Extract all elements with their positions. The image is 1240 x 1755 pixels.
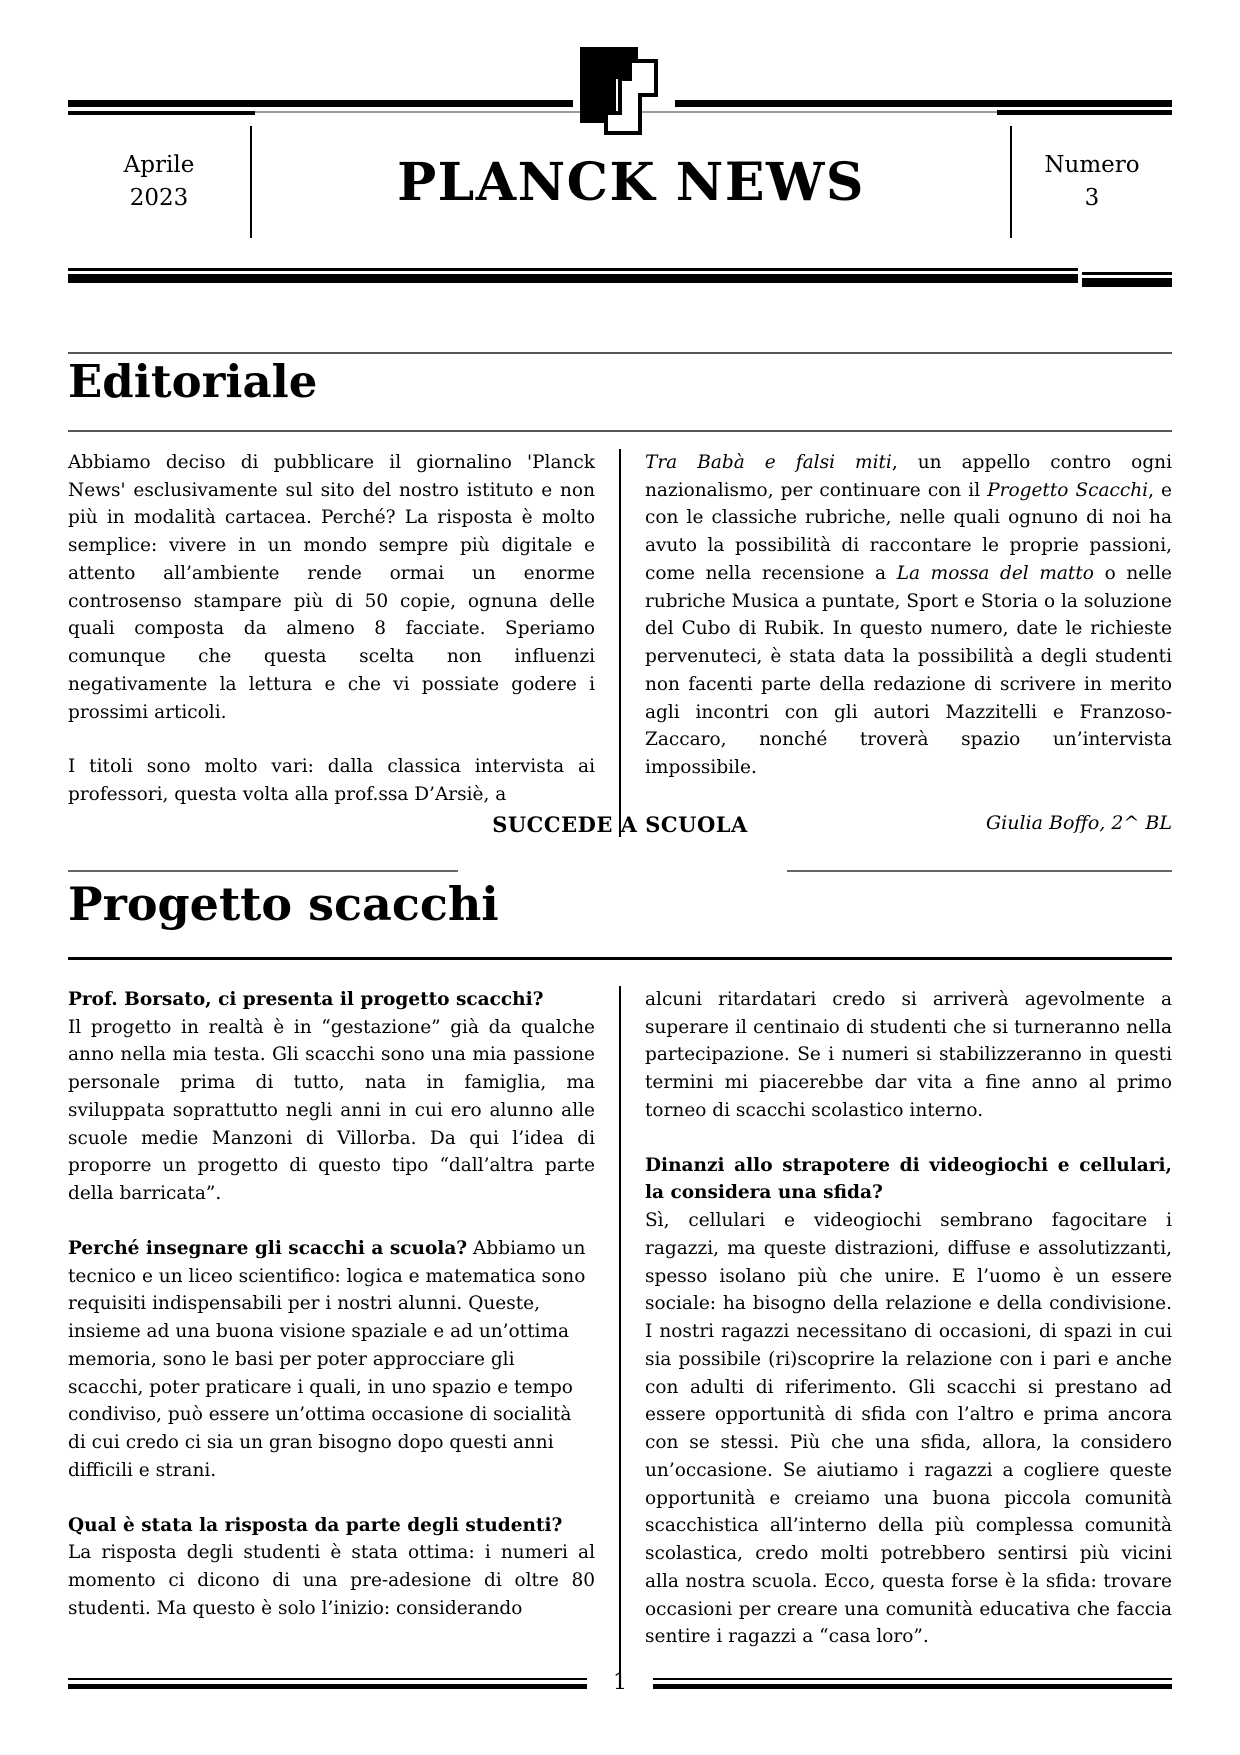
article-heading: Progetto scacchi (68, 877, 499, 931)
interview-qa-2 (68, 1235, 595, 1485)
interview-answer-2: Abbiamo un tecnico e un liceo scientifico: logica e matematica sono requisiti indispensabili per i nostri alunni. Queste, insieme ad una buona visione spaziale e ad un’ottima memoria, sono le basi per poter approcciare gli scacchi, poter praticare i quali, in uno spazio e tempo condiviso, può essere un’ottima occasione di socialità di cui credo ci sia un gran bisogno dopo questi anni difficili e strani. (68, 1237, 586, 1481)
article-column-left (68, 986, 595, 1678)
header-band-right-thin (1082, 272, 1172, 275)
issue-number-block (1010, 126, 1172, 238)
interview-answer-3: La risposta degli studenti è stata ottima: i numeri al momento ci dicono di una pre-adesione di oltre 80 studenti. Ma questo è solo l’inizio: considerando (68, 1542, 595, 1619)
editorial-paragraph-1: Abbiamo deciso di pubblicare il giornalino 'Planck News' esclusivamente sul sito del nostro istituto e non più in modalità cartacea. Perché? La risposta è molto semplice: vivere in un mondo sempre più digitale e attento all’ambiente rende ormai un enorme controsenso stampare più di 50 copie, ognuna delle quali composta da almeno 8 facciate. Speriamo comunque che questa scelta non influenzi negativamente la lettura e che vi possiate godere i prossimi articoli. (68, 451, 595, 723)
article-continuation-paragraph: alcuni ritardatari credo si arriverà agevolmente a superare il centinaio di studenti che si turneranno nella partecipazione. Se i numeri si stabilizzeranno in questi termini mi piacerebbe dar vita a fine anno al primo torneo di scacchi scolastico interno. (645, 988, 1172, 1121)
interview-qa-4 (645, 1152, 1172, 1652)
italic-title-1: Tra Babà e falsi miti (645, 451, 892, 473)
interview-question-1: Prof. Borsato, ci presenta il progetto scacchi? (68, 988, 544, 1010)
interview-qa-1 (68, 986, 595, 1208)
editorial-paragraph-2: I titoli sono molto vari: dalla classica intervista ai professori, questa volta alla prof.ssa D’Arsiè, a (68, 756, 595, 805)
issue-number-label: Numero (1044, 151, 1140, 178)
masthead (68, 126, 1172, 238)
italic-title-3: La mossa del matto (896, 562, 1094, 584)
rule-below-editorial-heading (68, 430, 1172, 432)
page-number: 1 (613, 1670, 627, 1695)
editorial-columns (68, 449, 1172, 838)
section-kicker: SUCCEDE A SCUOLA (492, 812, 748, 837)
interview-answer-4: Sì, cellulari e videogiochi sembrano fagocitare i ragazzi, ma queste distrazioni, diffuse e assolutizzanti, spesso isolano più che unire. E l’uomo è un essere sociale: ha bisogno della relazione e della condivisione. I nostri ragazzi necessitano di occasioni, di spazi in cui sia possibile (ri)scoprire la relazione con i pari e anche con adulti di riferimento. Gli scacchi si prestano ad essere opportunità di sfida con l’altro e prima ancora con se stessi. Più che una sfida, allora, la considero un’occasione. Se aiutiamo i ragazzi a cogliere queste opportunità e creiamo una buona piccola comunità scacchistica all’interno della più complessa comunità scolastica, credo molti potrebbero sentirsi più vicini alla nostra scuola. Ecco, questa forse è la sfida: trovare occasioni per creare una comunità educativa che faccia sentire i ragazzi a “casa loro”. (645, 1210, 1172, 1648)
issue-number: 3 (1084, 185, 1100, 211)
interview-answer-1: Il progetto in realtà è in “gestazione” già da qualche anno nella mia testa. Gli scacchi sono una mia passione personale prima di tutto, nata in famiglia, ma sviluppata soprattutto negli anni in cui ero alunno alle scuole medie Manzoni di Villorba. Da qui l’idea di proporre un progetto di questo tipo “dall’altra parte della barricata”. (68, 1016, 595, 1205)
article-columns (68, 986, 1172, 1678)
column-divider (619, 449, 621, 838)
issue-date (68, 126, 252, 238)
footer-rule-right (653, 1678, 1172, 1689)
header-band-thick (68, 274, 1078, 283)
header-band-right-thick (1082, 278, 1172, 287)
rule-above-editorial-heading (68, 352, 1172, 354)
interview-question-4: Dinanzi allo strapotere di videogiochi e cellulari, la considera una sfida? (645, 1154, 1172, 1204)
interview-qa-3 (68, 1512, 595, 1623)
interview-question-2: Perché insegnare gli scacchi a scuola? (68, 1237, 468, 1259)
editorial-column-left (68, 449, 595, 838)
rule-left-segment (68, 870, 458, 872)
article-column-right (645, 986, 1172, 1678)
rule-below-article-heading (68, 957, 1172, 960)
issue-month: Aprile (123, 151, 195, 178)
masthead-rule-sub-left (68, 111, 255, 115)
masthead-title: PLANCK NEWS (397, 151, 865, 213)
masthead-rule-top-left (68, 100, 573, 107)
editorial-column-right (645, 449, 1172, 838)
rules-above-article-heading (68, 870, 1172, 872)
editorial-section (68, 352, 1172, 837)
header-band-thin (68, 268, 1078, 271)
italic-title-2: Progetto Scacchi (987, 479, 1149, 501)
masthead-rule-top-right (675, 100, 1172, 107)
article-section (68, 870, 1172, 1678)
editorial-heading: Editoriale (68, 355, 318, 408)
issue-year: 2023 (129, 185, 189, 211)
footer-rule-left (68, 1678, 587, 1689)
interview-question-3: Qual è stata la risposta da parte degli studenti? (68, 1514, 563, 1536)
rule-right-segment (787, 870, 1172, 872)
editorial-byline: Giulia Boffo, 2^ BL (985, 811, 1172, 834)
editorial-paragraph-3: Tra Babà e falsi miti, un appello contro ogni nazionalismo, per continuare con il Progetto Scacchi, e con le classiche rubriche, nelle quali ognuno di noi ha avuto la possibilità di raccontare le proprie passioni, come nella recensione a La mossa del matto o nelle rubriche Musica a puntate, Sport e Storia o la soluzione del Cubo di Rubik. In questo numero, date le richieste pervenuteci, è stata data la possibilità a degli studenti non facenti parte della redazione di scrivere in merito agli incontri con gli autori Mazzitelli e Franzoso-Zaccaro, nonché troverà spazio un’intervista impossibile. (645, 451, 1172, 778)
column-divider (619, 986, 621, 1678)
masthead-rule-sub-right (997, 110, 1172, 115)
page-footer (68, 1672, 1172, 1694)
